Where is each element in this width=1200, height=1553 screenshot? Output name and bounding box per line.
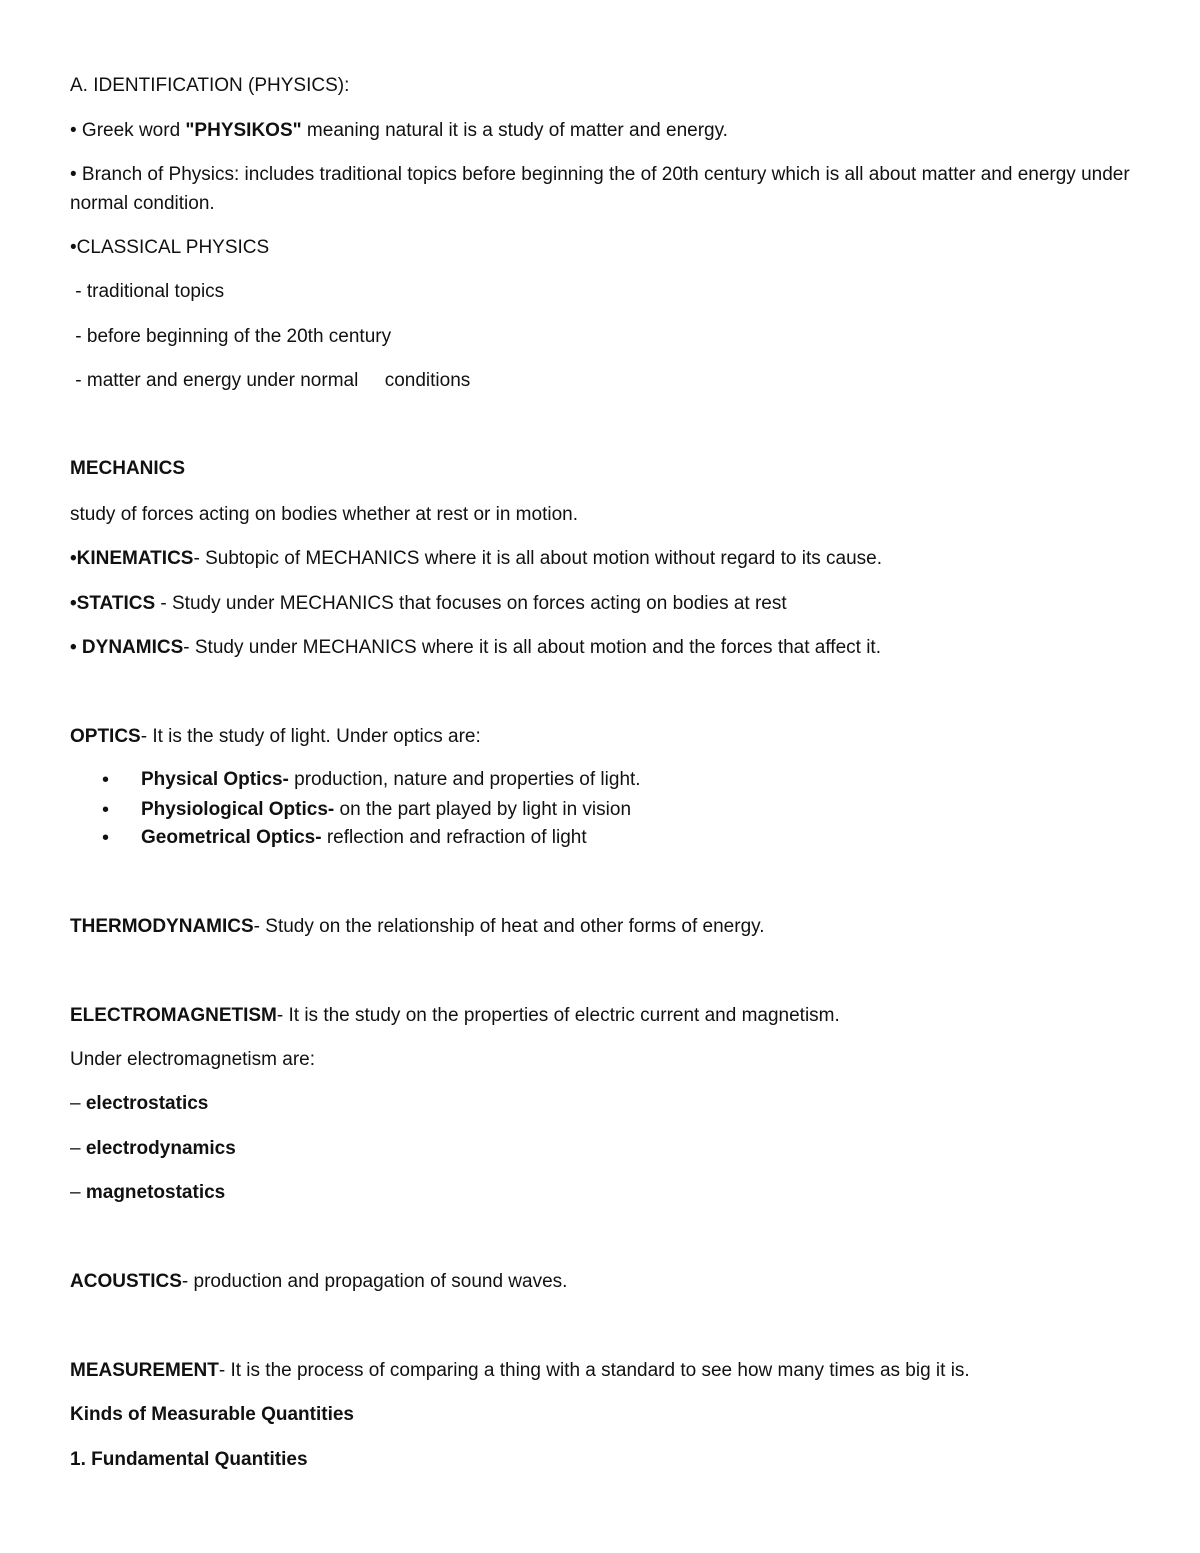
identification-heading: A. IDENTIFICATION (PHYSICS): (70, 75, 350, 96)
greek-word-meaning: meaning natural it is a study of matter and energy. (301, 120, 728, 141)
mechanics-heading: MECHANICS (70, 458, 186, 479)
optics-item-physical: Physical Optics- production, nature and properties of light. (141, 769, 641, 790)
electromagnetism-item: – electrodynamics (70, 1138, 236, 1159)
statics-term: •STATICS (70, 593, 156, 614)
acoustics-term: ACOUSTICS (70, 1271, 182, 1292)
kinds-heading: Kinds of Measurable Quantities (70, 1404, 354, 1425)
optics-item-geometrical: Geometrical Optics- reflection and refraction of light (141, 827, 587, 848)
list-bullet: • (102, 799, 110, 821)
greek-word-prefix: Greek word (76, 120, 186, 141)
measurement-line (70, 1359, 970, 1383)
classical-item: - traditional topics (70, 281, 225, 302)
measurement-term: MEASUREMENT (70, 1360, 219, 1381)
greek-word-term: "PHYSIKOS" (185, 120, 302, 141)
dynamics-term: • DYNAMICS (70, 637, 184, 658)
optics-item-physiological: Physiological Optics- on the part played by light in vision (141, 799, 632, 820)
electromagnetism-item: – electrostatics (70, 1093, 209, 1114)
classical-item: - matter and energy under normal conditions (70, 370, 471, 391)
thermodynamics-term: THERMODYNAMICS (70, 916, 254, 937)
optics-line (70, 725, 481, 749)
electromagnetism-term: ELECTROMAGNETISM (70, 1005, 277, 1026)
optics-text: - It is the study of light. Under optics are: (140, 726, 481, 747)
classical-item: - before beginning of the 20th century (70, 326, 392, 347)
optics-term: OPTICS (70, 726, 141, 747)
statics-line (70, 592, 787, 616)
branch-of-physics-line: • Branch of Physics: includes traditional topics before beginning the of 20th century which is all about matter and energy under normal condition. (70, 164, 1130, 214)
measurement-text: - It is the process of comparing a thing with a standard to see how many times as big it is. (218, 1360, 970, 1381)
greek-word-line (70, 119, 728, 143)
electromagnetism-text: - It is the study on the properties of electric current and magnetism. (276, 1005, 840, 1026)
thermodynamics-text: - Study on the relationship of heat and other forms of energy. (253, 916, 765, 937)
kinematics-line (70, 547, 882, 571)
dynamics-text: - Study under MECHANICS where it is all about motion and the forces that affect it. (183, 637, 881, 658)
dynamics-line (70, 636, 881, 660)
fundamental-heading: 1. Fundamental Quantities (70, 1449, 308, 1470)
classical-physics-heading: •CLASSICAL PHYSICS (70, 237, 270, 258)
kinematics-text: - Subtopic of MECHANICS where it is all about motion without regard to its cause. (193, 548, 882, 569)
electromagnetism-under: Under electromagnetism are: (70, 1049, 315, 1070)
bullet: • (70, 120, 77, 141)
electromagnetism-item: – magnetostatics (70, 1182, 226, 1203)
kinematics-term: •KINEMATICS (70, 548, 194, 569)
acoustics-text: - production and propagation of sound waves. (181, 1271, 568, 1292)
list-bullet: • (102, 827, 110, 849)
acoustics-line (70, 1270, 567, 1294)
statics-text: - Study under MECHANICS that focuses on forces acting on bodies at rest (155, 593, 787, 614)
list-bullet: • (102, 769, 110, 791)
mechanics-definition: study of forces acting on bodies whether at rest or in motion. (70, 504, 578, 525)
thermodynamics-line (70, 915, 765, 939)
electromagnetism-line (70, 1004, 840, 1028)
